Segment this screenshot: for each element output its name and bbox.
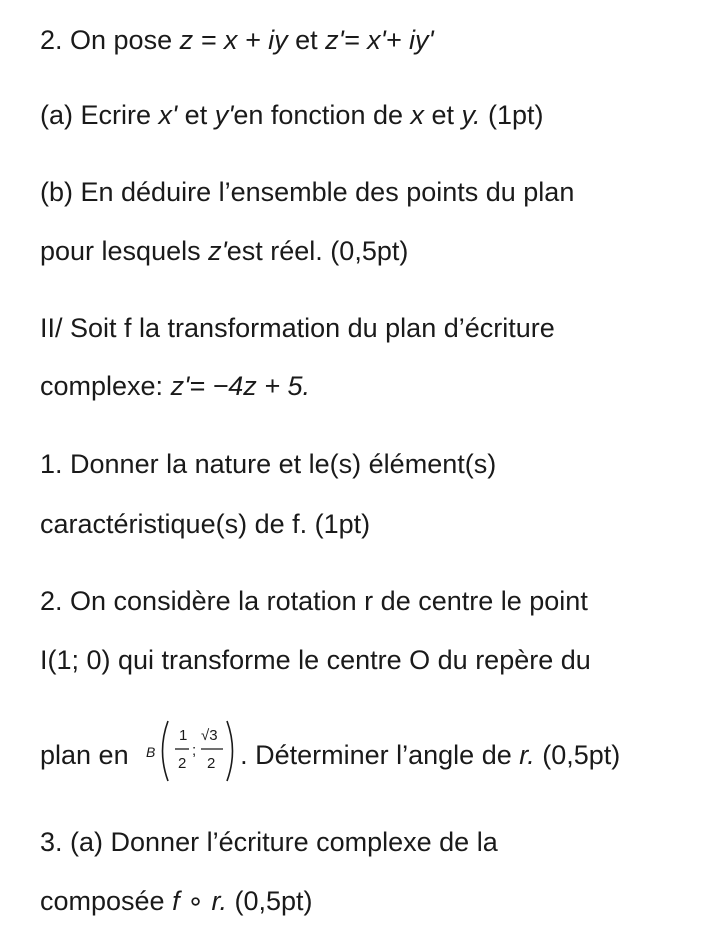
text: en fonction de [233,100,411,130]
points: (0,5pt) [534,739,621,770]
math-r: r. [519,739,535,770]
math-zprime: z'= x'+ iy' [325,25,434,55]
frac2-denominator: 2 [207,754,216,772]
question-2-rotation-line1 [40,588,588,615]
points: (1pt) [480,100,544,130]
question-2-intro [40,27,434,54]
text: II/ Soit f la transformation du plan d’écriture [40,313,555,343]
math-y: y. [461,100,481,130]
question-1-line1 [40,451,496,478]
text: complexe: [40,371,171,401]
math-yprime: y' [214,100,234,130]
question-3a-line1 [40,829,498,856]
left-paren [163,721,169,781]
text: 2. On considère la rotation r de centre le point [40,586,588,616]
text: caractéristique(s) de f. (1pt) [40,509,371,539]
text: (b) En déduire l’ensemble des points du plan [40,177,575,207]
math-formula: z'= −4z + 5. [170,371,311,401]
frac1-numerator: 1 [179,726,188,744]
text: et [177,100,215,130]
right-paren [227,721,233,781]
question-2b-line1 [40,179,574,206]
text: et [424,100,462,130]
text: et [287,25,326,55]
part-2-line2 [40,373,310,400]
question-2-rotation-line3 [40,718,620,788]
text: 2. On pose [40,25,180,55]
separator: ; [192,741,197,759]
frac2-numerator: √3 [201,726,218,744]
points: (0,5pt) [226,886,313,916]
text: 1. Donner la nature et le(s) élément(s) [40,449,497,479]
question-2a [40,102,544,129]
point-label: B [146,743,156,760]
question-3a-line2 [40,888,313,915]
math-xprime: x' [158,100,178,130]
frac1-denominator: 2 [178,754,187,772]
text: (a) Ecrire [40,100,159,130]
text: pour lesquels [40,236,209,266]
text: est réel. (0,5pt) [226,236,409,266]
text: I(1; 0) qui transforme le centre O du repère du [40,645,591,675]
math-zprime: z' [208,236,227,266]
point-b-coordinates [144,716,236,786]
point-b-svg [144,716,236,786]
text: . Déterminer l’angle de [240,739,520,770]
part-2-line1 [40,315,555,342]
math-z: z = x + iy [179,25,288,55]
math-x: x [410,100,424,130]
text: composée [40,886,173,916]
text: 3. (a) Donner l’écriture complexe de la [40,827,498,857]
math-composition: f ∘ r. [172,886,227,916]
text: plan en [40,739,137,770]
question-2b-line2 [40,238,408,265]
question-1-line2 [40,511,370,538]
question-2-rotation-line2 [40,647,591,674]
